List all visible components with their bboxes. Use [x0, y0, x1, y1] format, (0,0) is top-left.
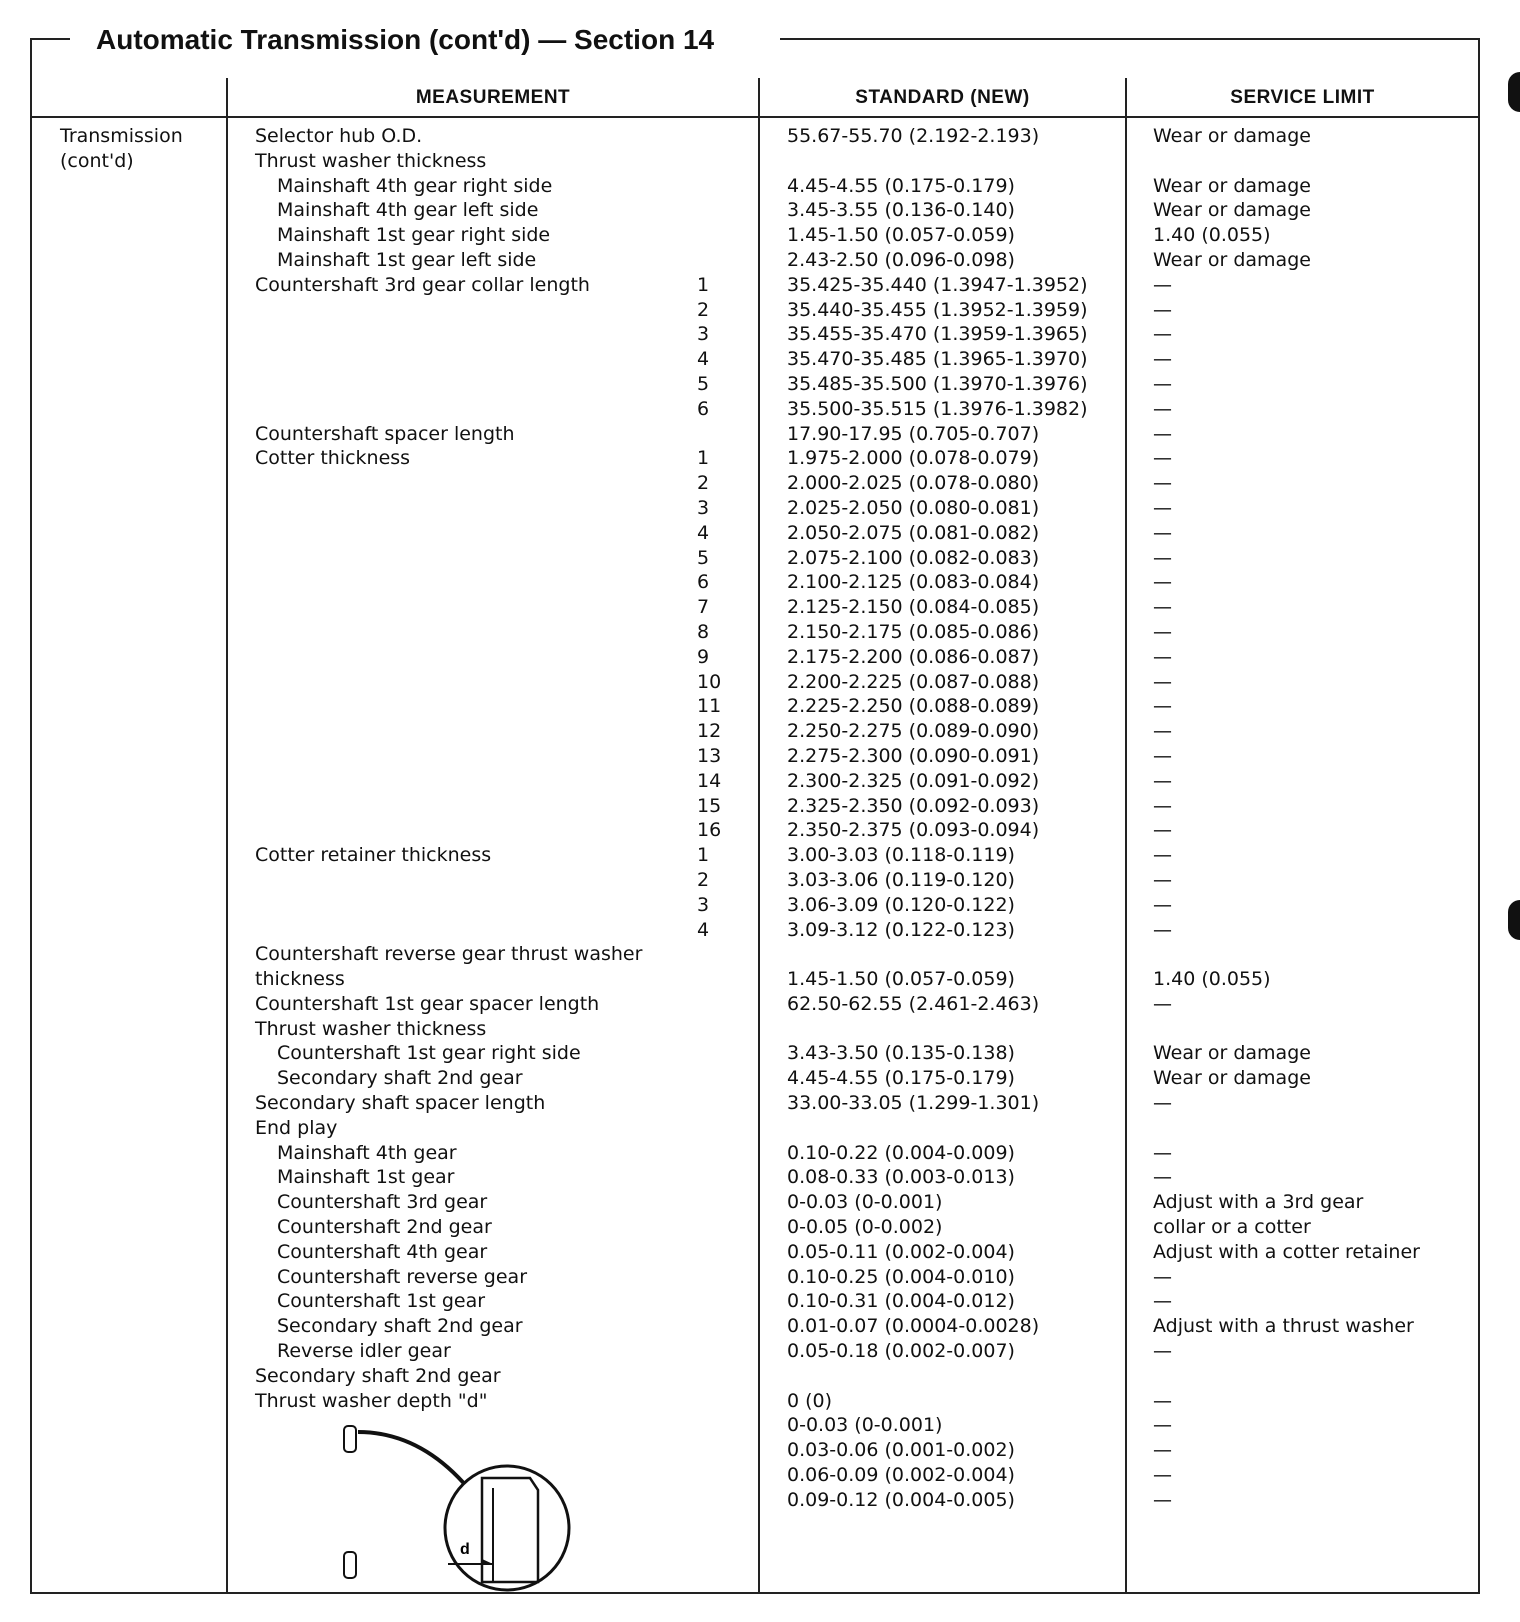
frame-top-left [30, 38, 70, 40]
service-limit-cell: — [1153, 1389, 1172, 1412]
standard-cell: 4.45-4.55 (0.175-0.179) [787, 174, 1015, 197]
table-row [0, 1265, 1520, 1290]
table-row [0, 397, 1520, 422]
measurement-cell: Secondary shaft spacer length [255, 1092, 546, 1115]
table-row [0, 124, 1520, 149]
service-limit-cell: — [1153, 620, 1172, 643]
index-cell: 11 [697, 695, 722, 718]
standard-cell: 35.455-35.470 (1.3959-1.3965) [787, 323, 1088, 346]
service-limit-cell: Wear or damage [1153, 1042, 1311, 1065]
standard-cell: 0-0.05 (0-0.002) [787, 1216, 943, 1239]
standard-cell: 3.43-3.50 (0.135-0.138) [787, 1042, 1015, 1065]
service-limit-cell: — [1153, 1439, 1172, 1462]
service-limit-cell: — [1153, 918, 1172, 941]
measurement-cell: End play [255, 1116, 338, 1139]
table-row [0, 471, 1520, 496]
service-limit-cell: — [1153, 472, 1172, 495]
service-limit-cell: — [1153, 1265, 1172, 1288]
service-limit-cell: — [1153, 695, 1172, 718]
index-cell: 13 [697, 744, 722, 767]
service-limit-cell: — [1153, 1141, 1172, 1164]
table-row [0, 694, 1520, 719]
service-limit-cell: collar or a cotter [1153, 1216, 1311, 1239]
index-cell: 4 [697, 918, 710, 941]
standard-cell: 2.075-2.100 (0.082-0.083) [787, 546, 1040, 569]
index-cell: 7 [697, 596, 710, 619]
measurement-cell: Countershaft 3rd gear [277, 1191, 488, 1214]
service-limit-cell: — [1153, 744, 1172, 767]
service-limit-cell: 1.40 (0.055) [1153, 968, 1271, 991]
standard-cell: 2.000-2.025 (0.078-0.080) [787, 472, 1040, 495]
standard-cell: 62.50-62.55 (2.461-2.463) [787, 992, 1040, 1015]
standard-cell: 4.45-4.55 (0.175-0.179) [787, 1067, 1015, 1090]
service-limit-cell: — [1153, 447, 1172, 470]
service-limit-cell: — [1153, 298, 1172, 321]
table-row [0, 322, 1520, 347]
header-service-limit: SERVICE LIMIT [1230, 87, 1375, 108]
service-limit-cell: — [1153, 1290, 1172, 1313]
measurement-cell: Thrust washer thickness [255, 149, 487, 172]
section-label-line: Transmission [60, 125, 183, 147]
service-limit-cell: — [1153, 1166, 1172, 1189]
standard-cell: 2.150-2.175 (0.085-0.086) [787, 620, 1040, 643]
service-limit-cell: — [1153, 348, 1172, 371]
index-cell: 2 [697, 472, 710, 495]
table-row [0, 1314, 1520, 1339]
index-cell: 3 [697, 496, 710, 519]
index-cell: 1 [697, 273, 710, 296]
table-row [0, 1017, 1520, 1042]
index-cell: 15 [697, 794, 722, 817]
table-row [0, 1041, 1520, 1066]
table-row [0, 967, 1520, 992]
service-limit-cell: — [1153, 992, 1172, 1015]
index-cell: 4 [697, 521, 710, 544]
standard-cell: 35.485-35.500 (1.3970-1.3976) [787, 372, 1088, 395]
service-limit-cell: — [1153, 720, 1172, 743]
table-row [0, 719, 1520, 744]
header-rule [30, 116, 1480, 118]
table-row [0, 893, 1520, 918]
service-limit-cell: Adjust with a thrust washer [1153, 1315, 1414, 1338]
service-limit-cell: — [1153, 670, 1172, 693]
table-row [0, 223, 1520, 248]
standard-cell: 0 (0) [787, 1389, 833, 1412]
table-row [0, 1091, 1520, 1116]
standard-cell: 3.00-3.03 (0.118-0.119) [787, 844, 1015, 867]
header-standard: STANDARD (NEW) [855, 87, 1030, 108]
service-limit-cell: — [1153, 397, 1172, 420]
measurement-cell: Selector hub O.D. [255, 125, 423, 147]
measurement-cell: Countershaft spacer length [255, 422, 515, 445]
measurement-cell: Countershaft reverse gear thrust washer [255, 943, 643, 966]
table-row [0, 794, 1520, 819]
index-cell: 6 [697, 571, 710, 594]
measurement-cell: Countershaft 3rd gear collar length [255, 273, 590, 296]
table-row [0, 595, 1520, 620]
standard-cell: 2.350-2.375 (0.093-0.094) [787, 819, 1040, 842]
index-cell: 2 [697, 298, 710, 321]
standard-cell: 2.250-2.275 (0.089-0.090) [787, 720, 1040, 743]
table-row [0, 174, 1520, 199]
standard-cell: 35.440-35.455 (1.3952-1.3959) [787, 298, 1088, 321]
table-row [0, 942, 1520, 967]
service-limit-cell: — [1153, 893, 1172, 916]
index-cell: 3 [697, 323, 710, 346]
service-limit-cell: Wear or damage [1153, 248, 1311, 271]
dimension-label: d [460, 1541, 470, 1558]
measurement-cell: Reverse idler gear [277, 1340, 451, 1363]
standard-cell: 35.500-35.515 (1.3976-1.3982) [787, 397, 1088, 420]
index-cell: 10 [697, 670, 722, 693]
standard-cell: 3.09-3.12 (0.122-0.123) [787, 918, 1015, 941]
standard-cell: 3.06-3.09 (0.120-0.122) [787, 893, 1015, 916]
table-row [0, 620, 1520, 645]
service-limit-cell: — [1153, 496, 1172, 519]
table-row [0, 1165, 1520, 1190]
standard-cell: 3.03-3.06 (0.119-0.120) [787, 868, 1015, 891]
measurement-cell: Cotter retainer thickness [255, 844, 492, 867]
standard-cell: 0.09-0.12 (0.004-0.005) [787, 1488, 1015, 1511]
standard-cell: 2.225-2.250 (0.088-0.089) [787, 695, 1040, 718]
standard-cell: 1.45-1.50 (0.057-0.059) [787, 968, 1015, 991]
standard-cell: 0-0.03 (0-0.001) [787, 1414, 943, 1437]
service-limit-cell: — [1153, 769, 1172, 792]
table-row [0, 1215, 1520, 1240]
table-row [0, 347, 1520, 372]
standard-cell: 0.10-0.25 (0.004-0.010) [787, 1265, 1015, 1288]
standard-cell: 0-0.03 (0-0.001) [787, 1191, 943, 1214]
service-limit-cell: — [1153, 645, 1172, 668]
index-cell: 1 [697, 447, 710, 470]
measurement-cell: Mainshaft 1st gear left side [277, 248, 537, 271]
service-limit-cell: Wear or damage [1153, 199, 1311, 222]
standard-cell: 1.975-2.000 (0.078-0.079) [787, 447, 1040, 470]
measurement-cell: Countershaft 1st gear [277, 1290, 486, 1313]
index-cell: 8 [697, 620, 710, 643]
spec-table-body [0, 124, 1520, 1513]
service-limit-cell: Wear or damage [1153, 1067, 1311, 1090]
table-row [0, 1389, 1520, 1414]
section-label-line: (cont'd) [60, 149, 134, 172]
header-measurement: MEASUREMENT [415, 87, 571, 108]
measurement-cell: Cotter thickness [255, 447, 411, 470]
standard-cell: 2.325-2.350 (0.092-0.093) [787, 794, 1040, 817]
service-limit-cell: — [1153, 868, 1172, 891]
measurement-cell: Mainshaft 4th gear [277, 1141, 457, 1164]
table-row [0, 1413, 1520, 1438]
service-limit-cell: — [1153, 372, 1172, 395]
index-cell: 4 [697, 348, 710, 371]
service-limit-cell: — [1153, 422, 1172, 445]
binding-mark [1508, 900, 1520, 940]
standard-cell: 35.470-35.485 (1.3965-1.3970) [787, 348, 1088, 371]
measurement-cell: Secondary shaft 2nd gear [277, 1315, 523, 1338]
table-row [0, 769, 1520, 794]
table-row [0, 645, 1520, 670]
service-limit-cell: — [1153, 1464, 1172, 1487]
measurement-cell: Countershaft 1st gear right side [277, 1042, 581, 1065]
table-row [0, 546, 1520, 571]
index-cell: 5 [697, 372, 710, 395]
standard-cell: 2.200-2.225 (0.087-0.088) [787, 670, 1040, 693]
index-cell: 1 [697, 844, 710, 867]
standard-cell: 55.67-55.70 (2.192-2.193) [787, 125, 1040, 147]
table-row [0, 372, 1520, 397]
service-limit-cell: — [1153, 323, 1172, 346]
measurement-cell: Countershaft 2nd gear [277, 1216, 492, 1239]
service-limit-cell: — [1153, 571, 1172, 594]
service-limit-cell: — [1153, 1488, 1172, 1511]
standard-cell: 1.45-1.50 (0.057-0.059) [787, 224, 1015, 247]
service-limit-cell: — [1153, 1092, 1172, 1115]
table-row [0, 1141, 1520, 1166]
standard-cell: 2.43-2.50 (0.096-0.098) [787, 248, 1015, 271]
table-row [0, 1438, 1520, 1463]
service-limit-cell: — [1153, 273, 1172, 296]
service-limit-cell: — [1153, 521, 1172, 544]
index-cell: 14 [697, 769, 722, 792]
standard-cell: 2.100-2.125 (0.083-0.084) [787, 571, 1040, 594]
standard-cell: 0.10-0.31 (0.004-0.012) [787, 1290, 1015, 1313]
service-limit-cell: Adjust with a cotter retainer [1153, 1240, 1420, 1263]
frame-top-right [780, 38, 1480, 40]
service-limit-cell: 1.40 (0.055) [1153, 224, 1271, 247]
measurement-cell: Secondary shaft 2nd gear [277, 1067, 523, 1090]
page-title: Automatic Transmission (cont'd) — Section 14 [88, 20, 722, 60]
service-limit-cell: Adjust with a 3rd gear [1153, 1191, 1364, 1214]
standard-cell: 0.05-0.18 (0.002-0.007) [787, 1340, 1015, 1363]
table-row [0, 992, 1520, 1017]
table-row [0, 273, 1520, 298]
table-row [0, 198, 1520, 223]
table-row [0, 1463, 1520, 1488]
table-row [0, 818, 1520, 843]
table-row [0, 744, 1520, 769]
standard-cell: 2.050-2.075 (0.081-0.082) [787, 521, 1040, 544]
table-row [0, 1116, 1520, 1141]
washer-bottom-profile [344, 1552, 356, 1578]
standard-cell: 2.025-2.050 (0.080-0.081) [787, 496, 1040, 519]
service-limit-cell: — [1153, 1340, 1172, 1363]
measurement-cell: Countershaft 4th gear [277, 1240, 488, 1263]
measurement-cell: Thrust washer thickness [255, 1017, 487, 1040]
table-row [0, 1339, 1520, 1364]
table-row [0, 1240, 1520, 1265]
table-row [0, 496, 1520, 521]
index-cell: 12 [697, 720, 722, 743]
measurement-cell: Countershaft reverse gear [277, 1265, 528, 1288]
index-cell: 3 [697, 893, 710, 916]
measurement-cell: thickness [255, 968, 345, 991]
table-row [0, 1190, 1520, 1215]
standard-cell: 0.01-0.07 (0.0004-0.0028) [787, 1315, 1040, 1338]
measurement-cell: Countershaft 1st gear spacer length [255, 992, 600, 1015]
table-row [0, 298, 1520, 323]
standard-cell: 2.275-2.300 (0.090-0.091) [787, 744, 1040, 767]
service-limit-cell: — [1153, 1414, 1172, 1437]
service-limit-cell: Wear or damage [1153, 125, 1311, 147]
standard-cell: 0.05-0.11 (0.002-0.004) [787, 1240, 1015, 1263]
standard-cell: 0.10-0.22 (0.004-0.009) [787, 1141, 1015, 1164]
table-row [0, 446, 1520, 471]
table-row [0, 1066, 1520, 1091]
table-row [0, 149, 1520, 174]
detail-circle [445, 1466, 569, 1590]
table-row [0, 521, 1520, 546]
standard-cell: 0.03-0.06 (0.001-0.002) [787, 1439, 1015, 1462]
index-cell: 5 [697, 546, 710, 569]
washer-top-profile [344, 1426, 356, 1452]
service-limit-cell: — [1153, 844, 1172, 867]
measurement-cell: Mainshaft 1st gear [277, 1166, 455, 1189]
table-row [0, 570, 1520, 595]
binding-mark [1508, 72, 1520, 112]
leader-line [358, 1432, 468, 1488]
index-cell: 2 [697, 868, 710, 891]
standard-cell: 3.45-3.55 (0.136-0.140) [787, 199, 1015, 222]
measurement-cell: Mainshaft 4th gear left side [277, 199, 539, 222]
standard-cell: 17.90-17.95 (0.705-0.707) [787, 422, 1040, 445]
table-row [0, 868, 1520, 893]
table-row [0, 1364, 1520, 1389]
standard-cell: 33.00-33.05 (1.299-1.301) [787, 1092, 1040, 1115]
table-row [0, 1289, 1520, 1314]
index-cell: 16 [697, 819, 722, 842]
table-row [0, 918, 1520, 943]
standard-cell: 0.06-0.09 (0.002-0.004) [787, 1464, 1015, 1487]
standard-cell: 35.425-35.440 (1.3947-1.3952) [787, 273, 1088, 296]
standard-cell: 2.175-2.200 (0.086-0.087) [787, 645, 1040, 668]
frame-bottom [30, 1592, 1480, 1594]
thrust-washer-diagram [330, 1418, 590, 1598]
service-limit-cell: — [1153, 546, 1172, 569]
table-row [0, 1488, 1520, 1513]
measurement-cell: Mainshaft 1st gear right side [277, 224, 551, 247]
standard-cell: 2.125-2.150 (0.084-0.085) [787, 596, 1040, 619]
index-cell: 6 [697, 397, 710, 420]
measurement-cell: Thrust washer depth "d" [255, 1389, 488, 1412]
table-row [0, 843, 1520, 868]
standard-cell: 0.08-0.33 (0.003-0.013) [787, 1166, 1015, 1189]
index-cell: 9 [697, 645, 710, 668]
table-row [0, 670, 1520, 695]
service-limit-cell: — [1153, 819, 1172, 842]
service-limit-cell: — [1153, 794, 1172, 817]
measurement-cell: Mainshaft 4th gear right side [277, 174, 553, 197]
measurement-cell: Secondary shaft 2nd gear [255, 1364, 501, 1387]
service-limit-cell: — [1153, 596, 1172, 619]
standard-cell: 2.300-2.325 (0.091-0.092) [787, 769, 1040, 792]
table-row [0, 248, 1520, 273]
table-row [0, 422, 1520, 447]
service-limit-cell: Wear or damage [1153, 174, 1311, 197]
